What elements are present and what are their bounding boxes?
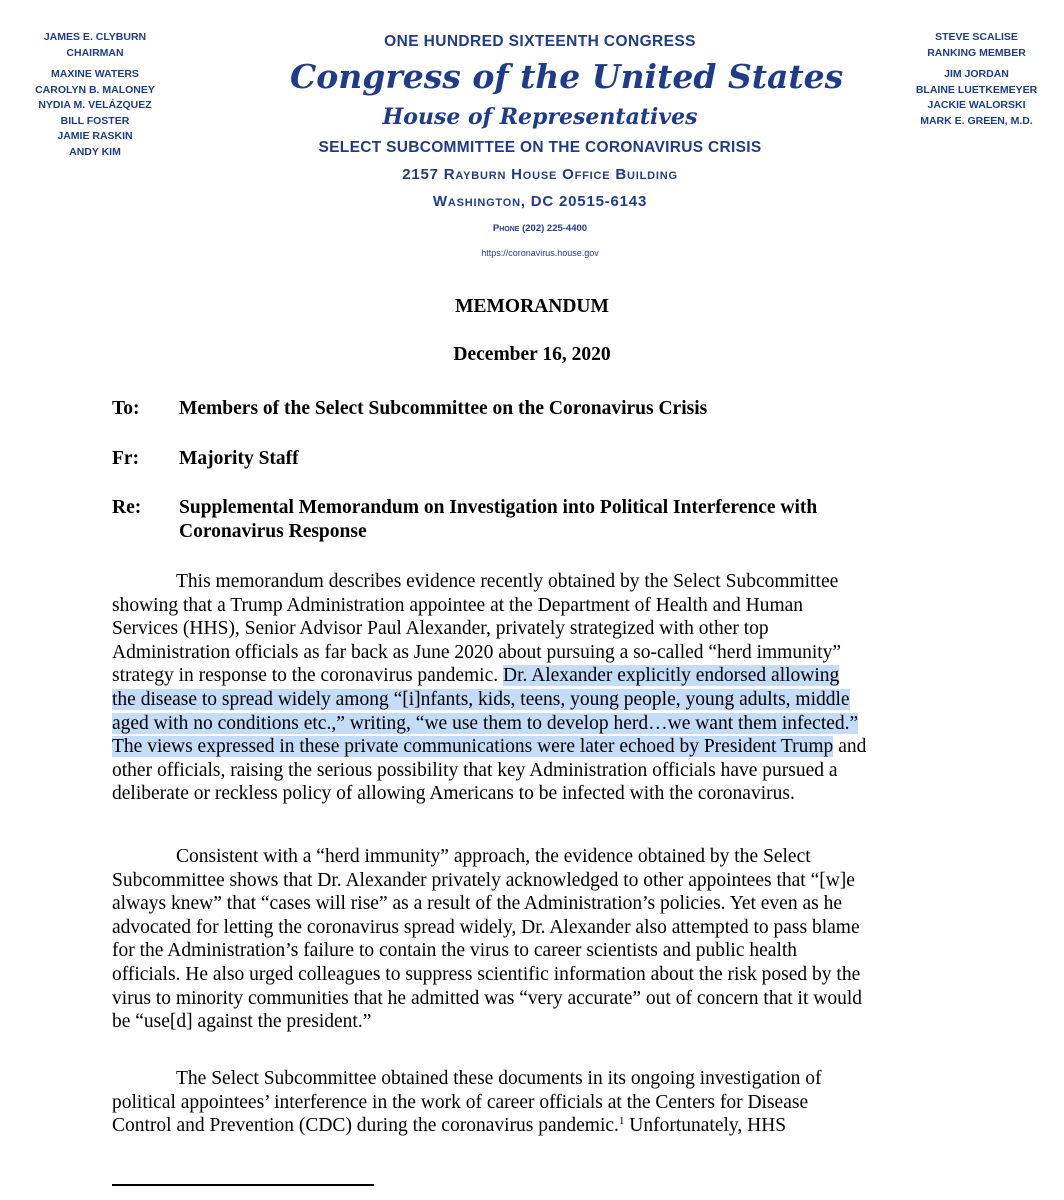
member-name: JIM JORDAN xyxy=(944,68,1009,80)
member-name: CAROLYN B. MALONEY xyxy=(35,83,155,96)
footnote-divider xyxy=(112,1184,374,1186)
text-line: Services (HHS), Senior Advisor Paul Alexander, privately strategized with other top xyxy=(112,618,769,640)
member-name: BLAINE LUETKEMEYER xyxy=(915,83,1038,96)
text-segment: and xyxy=(833,736,867,758)
member-name: MAXINE WATERS xyxy=(51,68,139,80)
body-paragraph-1 xyxy=(112,570,960,806)
memo-heading: MEMORANDUM xyxy=(455,296,609,317)
text-line: deliberate or reckless policy of allowing Americans to be infected with the coronavirus. xyxy=(112,783,795,805)
phone-number: Phone (202) 225-4400 xyxy=(492,223,588,234)
house-title: House of Representatives xyxy=(382,104,698,130)
re-label: Re: xyxy=(112,497,142,518)
re-line: Coronavirus Response xyxy=(179,521,367,542)
text-segment: Control and Prevention (CDC) during the coronavirus pandemic. xyxy=(112,1115,619,1137)
text-line: always knew” that “cases will rise” as a result of the Administration’s policies. Yet even as he xyxy=(112,893,842,915)
text-line: be “use[d] against the president.” xyxy=(112,1011,372,1033)
text-line xyxy=(112,712,960,736)
letterhead xyxy=(290,30,844,263)
text-line: The Select Subcommittee obtained these documents in its ongoing investigation of xyxy=(176,1068,822,1089)
text-line xyxy=(112,735,960,759)
from-label: Fr: xyxy=(112,448,140,469)
text-line xyxy=(112,664,960,688)
text-line: for the Administration’s failure to contain the virus to career scientists and public health xyxy=(112,940,798,962)
from-value: Majority Staff xyxy=(179,448,299,469)
text-line: Administration officials as far back as June 2020 about pursuing a so-called “herd immunity” xyxy=(112,641,842,663)
member-name: STEVE SCALISE xyxy=(935,31,1018,43)
text-line xyxy=(112,1114,960,1138)
re-value xyxy=(179,496,959,544)
subcommittee-name: SELECT SUBCOMMITTEE ON THE CORONAVIRUS CRISIS xyxy=(318,139,762,156)
member-name: JAMIE RASKIN xyxy=(57,130,133,142)
member-title: RANKING MEMBER xyxy=(927,46,1026,59)
congress-number: ONE HUNDRED SIXTEENTH CONGRESS xyxy=(384,33,696,50)
re-line: Supplemental Memorandum on Investigation into Political Interference with xyxy=(179,497,818,518)
text-line: other officials, raising the serious possibility that key Administration officials have pursued a xyxy=(112,759,838,781)
text-line: This memorandum describes evidence recently obtained by the Select Subcommittee xyxy=(176,571,839,592)
member-name: ANDY KIM xyxy=(69,145,121,158)
text-segment: strategy in response to the coronavirus pandemic. xyxy=(112,665,503,687)
website-link[interactable]: https://coronavirus.house.gov xyxy=(481,248,599,258)
minority-members-list xyxy=(904,30,1049,129)
member-name: NYDIA M. VELÁZQUEZ xyxy=(38,99,152,111)
text-line: officials. He also urged colleagues to suppress scientific information about the risk posed by the xyxy=(112,963,861,985)
address-line-1: 2157 Rayburn House Office Building xyxy=(402,166,678,183)
member-name: BILL FOSTER xyxy=(60,114,130,127)
member-name: JAMES E. CLYBURN xyxy=(43,31,147,43)
to-value: Members of the Select Subcommittee on the Coronavirus Crisis xyxy=(179,398,708,419)
text-line: Subcommittee shows that Dr. Alexander privately acknowledged to other appointees that “[w]e xyxy=(112,869,855,891)
footnote-marker[interactable]: 1 xyxy=(618,1115,625,1128)
highlighted-text: Dr. Alexander explicitly endorsed allowing xyxy=(502,665,840,687)
majority-members-list xyxy=(30,30,160,160)
text-line: advocated for letting the coronavirus spread widely, Dr. Alexander also attempted to pass blame xyxy=(112,916,860,938)
highlighted-text: The views expressed in these private communications were later echoed by President Trump xyxy=(112,736,834,758)
text-line xyxy=(112,688,960,712)
text-line: virus to minority communities that he admitted was “very accurate” out of concern that it would xyxy=(112,987,862,1009)
text-line: political appointees’ interference in the work of career officials at the Centers for Disease xyxy=(112,1091,809,1113)
member-name: JACKIE WALORSKI xyxy=(927,99,1026,111)
address-line-2: Washington, DC 20515-6143 xyxy=(432,193,648,210)
highlighted-text: aged with no conditions etc.,” writing, “we use them to develop herd…we want them infected.” xyxy=(112,712,859,734)
body-paragraph-2 xyxy=(112,845,960,1034)
member-title: CHAIRMAN xyxy=(66,46,124,59)
body-paragraph-3 xyxy=(112,1067,960,1138)
text-line: Consistent with a “herd immunity” approach, the evidence obtained by the Select xyxy=(176,846,811,867)
text-line: showing that a Trump Administration appointee at the Department of Health and Human xyxy=(112,594,804,616)
to-label: To: xyxy=(112,398,140,419)
memo-date: December 16, 2020 xyxy=(453,344,611,365)
highlighted-text: the disease to spread widely among “[i]nfants, kids, teens, young people, young adults, middle xyxy=(112,688,850,710)
congress-title: Congress of the United States xyxy=(290,57,844,96)
member-name: MARK E. GREEN, M.D. xyxy=(920,114,1033,127)
text-segment: Unfortunately, HHS xyxy=(624,1115,787,1137)
